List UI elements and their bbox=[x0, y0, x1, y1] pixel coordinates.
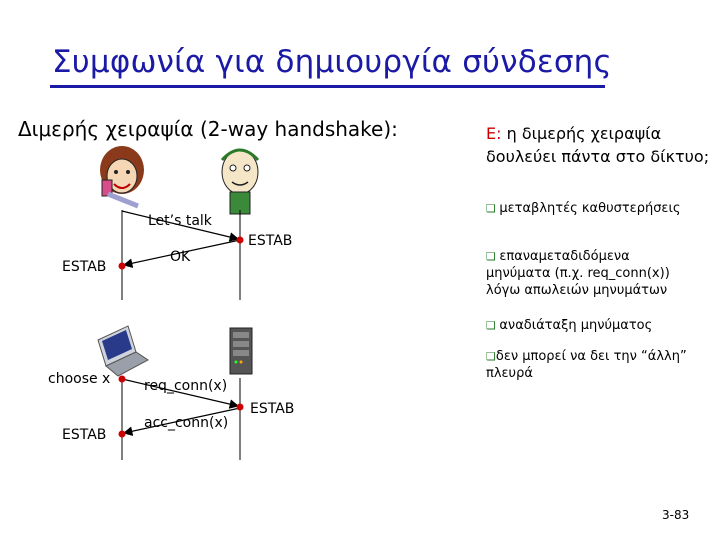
estab-dot-right-upper bbox=[237, 237, 244, 244]
bullet-icon: ❏ bbox=[486, 319, 500, 332]
bullet-text: επαναμεταδιδόμενα μηνύματα (π.χ. req_conn(x)) λόγω απωλειών μηνυμάτων bbox=[486, 249, 670, 298]
bullet-icon: ❏ bbox=[486, 250, 500, 263]
person-left-icon bbox=[100, 146, 144, 206]
req-conn-label: req_conn(x) bbox=[144, 378, 228, 394]
choose-x-dot bbox=[119, 376, 126, 383]
person-right-icon bbox=[222, 150, 258, 214]
question-body: η διμερής χειραψία δουλεύει πάντα στο δίκτυο; bbox=[486, 124, 710, 166]
choose-x-label: choose x bbox=[48, 371, 111, 387]
bullet-text: δεν μπορεί να δει την “άλλη” πλευρά bbox=[486, 349, 687, 381]
bullet-icon: ❏ bbox=[486, 202, 500, 215]
slide-subtitle: Διμερής χειραψία (2-way handshake): bbox=[18, 117, 398, 141]
estab-right-lower-label: ESTAB bbox=[250, 401, 295, 417]
question-text bbox=[486, 122, 716, 168]
bullet-item bbox=[486, 200, 696, 217]
estab-left-upper-label: ESTAB bbox=[62, 259, 107, 275]
acc-conn-label: acc_conn(x) bbox=[144, 415, 229, 431]
ok-label: OK bbox=[170, 249, 191, 265]
bullet-icon: ❏ bbox=[486, 350, 496, 363]
estab-dot-left-lower bbox=[119, 431, 126, 438]
slide-title: Συμφωνία για δημιουργία σύνδεσης bbox=[52, 44, 612, 80]
estab-dot-left-upper bbox=[119, 263, 126, 270]
question-prefix: Ε: bbox=[486, 124, 502, 143]
estab-dot-right-lower bbox=[237, 404, 244, 411]
lets-talk-label: Let’s talk bbox=[148, 213, 212, 229]
bullet-item bbox=[486, 317, 696, 334]
server-icon bbox=[230, 328, 252, 374]
estab-left-lower-label: ESTAB bbox=[62, 427, 107, 443]
bullet-item bbox=[486, 248, 696, 299]
bullet-text: μεταβλητές καθυστερήσεις bbox=[499, 201, 681, 216]
page-number: 3-83 bbox=[662, 508, 690, 522]
bullet-text: αναδιάταξη μηνύματος bbox=[499, 318, 653, 333]
bullet-item bbox=[486, 348, 696, 382]
estab-right-upper-label: ESTAB bbox=[248, 233, 293, 249]
laptop-icon bbox=[98, 326, 148, 376]
